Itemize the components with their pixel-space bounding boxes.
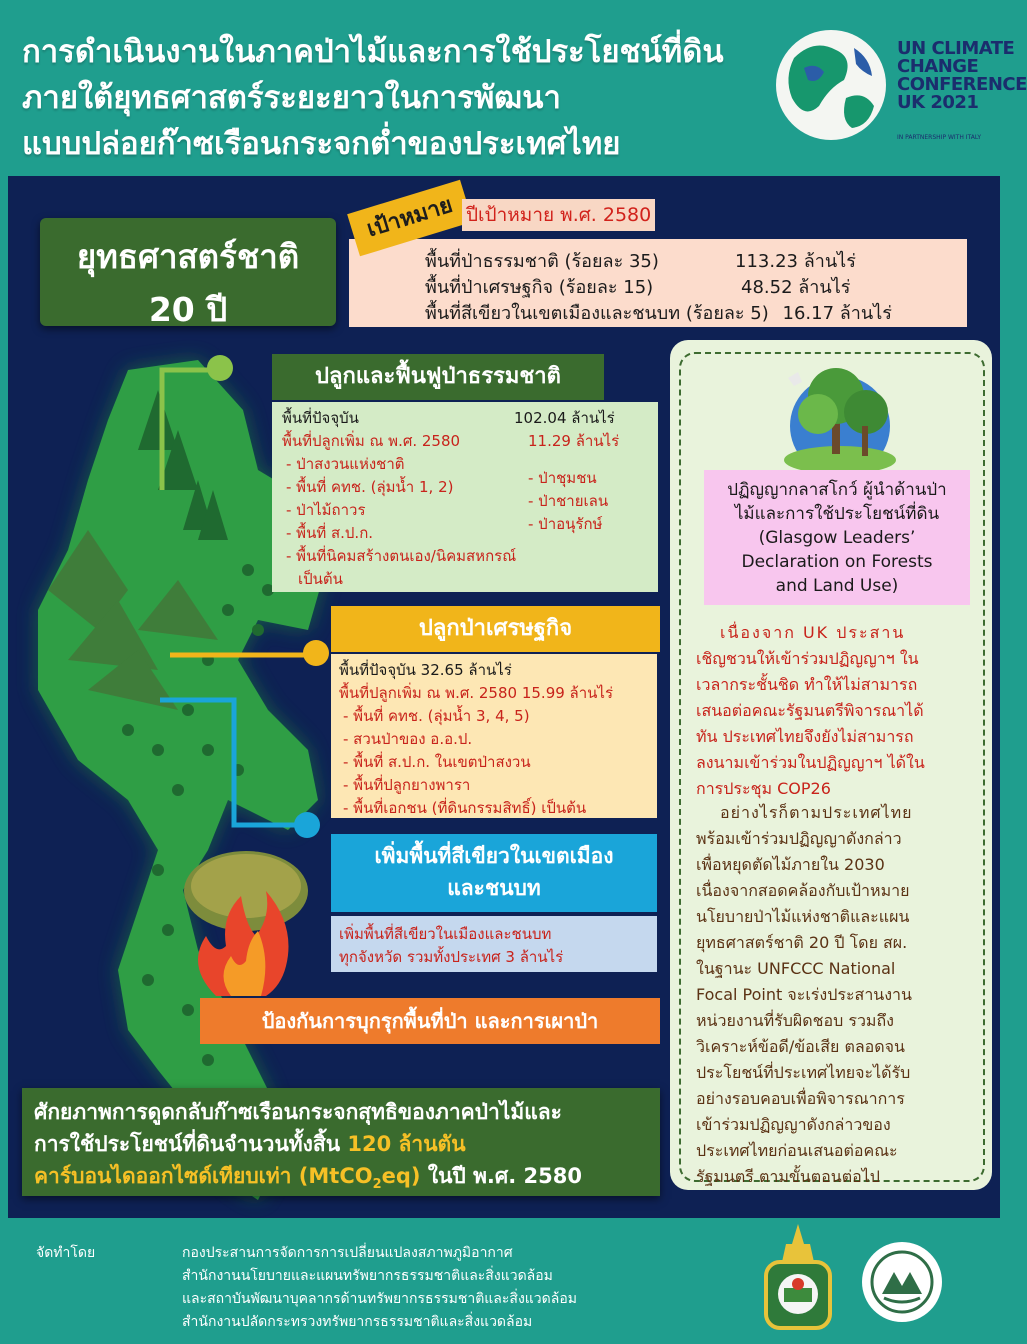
list-item: - พื้นที่นิคมสร้างตนเอง/นิคมสหกรณ์ bbox=[286, 547, 517, 565]
earth-globe-icon bbox=[774, 28, 888, 142]
glasgow-title-line: ปฏิญญากลาสโกว์ ผู้นำด้านป่า bbox=[727, 480, 947, 500]
paragraph-line: ยุทธศาสตร์ชาติ 20 ปี โดย สผ. bbox=[696, 933, 908, 952]
target-box bbox=[349, 239, 967, 327]
footer-line: สำนักงานนโยบายและแผนทรัพยากรธรรมชาติและสิ่งแวดล้อม bbox=[182, 1268, 553, 1284]
target-label: พื้นที่ป่าเศรษฐกิจ (ร้อยละ 15) bbox=[425, 277, 654, 298]
added-area: พื้นที่ปลูกเพิ่ม ณ พ.ศ. 2580 15.99 ล้านไร่ bbox=[339, 684, 614, 702]
paragraph-line: ในฐานะ UNFCCC National bbox=[696, 959, 896, 978]
target-year: ปีเป้าหมาย พ.ศ. 2580 bbox=[462, 199, 655, 231]
paragraph-line: ลงนามเข้าร่วมในปฏิญญาฯ ได้ใน bbox=[696, 753, 925, 772]
paragraph-line: นโยบายป่าไม้แห่งชาติและแผน bbox=[696, 907, 910, 926]
paragraph-line: เชิญชวนให้เข้าร่วมปฏิญญาฯ ใน bbox=[696, 649, 919, 668]
target-label: พื้นที่สีเขียวในเขตเมืองและชนบท (ร้อยละ 5) bbox=[425, 303, 769, 324]
potential-unit-subscript: 2 bbox=[372, 1177, 382, 1193]
paragraph-line: เนื่องจากสอดคล้องกับเป้าหมาย bbox=[696, 881, 910, 900]
list-item: - พื้นที่ปลูกยางพารา bbox=[343, 776, 471, 794]
added-area-label: พื้นที่ปลูกเพิ่ม ณ พ.ศ. 2580 bbox=[282, 432, 461, 450]
paragraph-line: เสนอต่อคณะรัฐมนตรีพิจารณาได้ bbox=[696, 701, 924, 720]
paragraph-line: การประชุม COP26 bbox=[696, 779, 831, 798]
list-item: - สวนป่าของ อ.อ.ป. bbox=[343, 730, 473, 748]
footer-line: กองประสานการจัดการการเปลี่ยนแปลงสภาพภูมิอากาศ bbox=[182, 1245, 513, 1261]
glasgow-paragraph-1 bbox=[696, 620, 974, 802]
logo-line: CONFERENCE bbox=[897, 74, 1027, 95]
green-area-card bbox=[331, 916, 657, 972]
target-natural-forest bbox=[425, 246, 856, 275]
paragraph-line: วิเคราะห์ข้อดี/ข้อเสีย ตลอดจน bbox=[696, 1037, 905, 1056]
potential-line-3 bbox=[34, 1160, 582, 1193]
footer-line: และสถาบันพัฒนาบุคลากรด้านทรัพยากรธรรมชาติและสิ่งแวดล้อม bbox=[182, 1291, 577, 1307]
potential-unit-suffix: eq) bbox=[381, 1164, 421, 1188]
added-area-value: 11.29 ล้านไร่ bbox=[528, 432, 620, 450]
logo-line: UN CLIMATE bbox=[897, 38, 1015, 59]
ministry-emblem-logo bbox=[758, 1222, 838, 1340]
natural-forest-card bbox=[272, 402, 658, 592]
glasgow-title-line: and Land Use) bbox=[775, 576, 899, 596]
logo-subline: IN PARTNERSHIP WITH ITALY bbox=[897, 134, 982, 141]
footer-line: สำนักงานปลัดกระทรวงทรัพยากรธรรมชาติและสิ่งแวดล้อม bbox=[182, 1314, 533, 1330]
list-item: - ป่าชายเลน bbox=[528, 492, 609, 510]
strategy-line-2: 20 ปี bbox=[148, 290, 228, 329]
list-item: - พื้นที่ ส.ป.ก. bbox=[286, 524, 374, 542]
sequestration-potential-box bbox=[22, 1088, 660, 1196]
list-item: - ป่าชุมชน bbox=[528, 469, 597, 487]
list-item: - ป่าอนุรักษ์ bbox=[528, 515, 603, 533]
list-item: - พื้นที่ ส.ป.ก. ในเขตป่าสงวน bbox=[343, 753, 531, 771]
paragraph-line: เนื่องจาก UK ประสาน bbox=[720, 623, 906, 642]
current-area: พื้นที่ปัจจุบัน 32.65 ล้านไร่ bbox=[339, 661, 512, 679]
forest-fire-illustration bbox=[176, 846, 311, 996]
current-area-value: 102.04 ล้านไร่ bbox=[514, 409, 615, 427]
target-value: 16.17 ล้านไร่ bbox=[782, 303, 892, 324]
strategy-line-1: ยุทธศาสตร์ชาติ bbox=[76, 237, 300, 276]
prevention-banner: ป้องกันการบุกรุกพื้นที่ป่า และการเผาป่า bbox=[200, 998, 660, 1044]
paragraph-line: เพื่อหยุดตัดไม้ภายใน 2030 bbox=[696, 855, 885, 874]
potential-line-1: ศักยภาพการดูดกลับก๊าซเรือนกระจกสุทธิของภาคป่าไม้และ bbox=[34, 1100, 562, 1124]
green-area-text: เพิ่มพื้นที่สีเขียวในเมืองและชนบท bbox=[339, 925, 552, 943]
paragraph-line: รัฐมนตรี ตามขั้นตอนต่อไป bbox=[696, 1167, 880, 1186]
potential-line-2 bbox=[34, 1128, 466, 1161]
title-line-3: แบบปล่อยก๊าซเรือนกระจกต่ำของประเทศไทย bbox=[22, 126, 621, 162]
economic-forest-header: ปลูกป่าเศรษฐกิจ bbox=[331, 606, 660, 652]
glasgow-title-line: (Glasgow Leaders’ bbox=[758, 528, 916, 548]
title-line-1: การดำเนินงานในภาคป่าไม้และการใช้ประโยชน์ที่ดิน bbox=[22, 34, 724, 70]
potential-year: ในปี พ.ศ. 2580 bbox=[420, 1164, 582, 1188]
potential-amount: 120 ล้านตัน bbox=[347, 1132, 466, 1156]
logo-line: CHANGE bbox=[897, 56, 979, 77]
glasgow-declaration-title bbox=[704, 470, 970, 605]
list-item: - พื้นที่ คทช. (ลุ่มน้ำ 3, 4, 5) bbox=[343, 707, 530, 725]
forest-globe-icon bbox=[762, 356, 922, 476]
paragraph-line: พร้อมเข้าร่วมปฏิญญาดังกล่าว bbox=[696, 829, 902, 848]
paragraph-line: Focal Point จะเร่งประสานงาน bbox=[696, 985, 912, 1004]
glasgow-title-line: Declaration on Forests bbox=[741, 552, 933, 572]
natural-forest-header: ปลูกและฟื้นฟูป่าธรรมชาติ bbox=[272, 354, 604, 400]
paragraph-line: อย่างรอบคอบเพื่อพิจารณาการ bbox=[696, 1089, 905, 1108]
footer-label: จัดทำโดย bbox=[36, 1245, 96, 1261]
target-tag: เป้าหมาย bbox=[347, 180, 473, 257]
glasgow-paragraph-2 bbox=[696, 800, 974, 1190]
cop26-logo bbox=[897, 40, 1027, 141]
list-item: - ป่าไม้ถาวร bbox=[286, 501, 366, 519]
green-area-header bbox=[331, 834, 657, 912]
paragraph-line: เข้าร่วมปฏิญญาดังกล่าวของ bbox=[696, 1115, 891, 1134]
paragraph-line: ประโยชน์ที่ประเทศไทยจะได้รับ bbox=[696, 1063, 911, 1082]
national-strategy-box bbox=[40, 218, 336, 329]
institute-logo bbox=[860, 1240, 944, 1324]
target-green-area bbox=[425, 298, 892, 327]
list-item: - พื้นที่เอกชน (ที่ดินกรรมสิทธิ์) เป็นต้น bbox=[343, 799, 587, 817]
potential-text: การใช้ประโยชน์ที่ดินจำนวนทั้งสิ้น bbox=[34, 1132, 348, 1156]
current-area-label: พื้นที่ปัจจุบัน bbox=[282, 409, 359, 427]
logo-line: UK 2021 bbox=[897, 92, 979, 113]
economic-forest-card bbox=[331, 654, 657, 818]
list-item: - ป่าสงวนแห่งชาติ bbox=[286, 455, 405, 473]
paragraph-line: เวลากระชั้นชิด ทำให้ไม่สามารถ bbox=[696, 675, 918, 694]
paragraph-line: ทัน ประเทศไทยจึงยังไม่สามารถ bbox=[696, 727, 914, 746]
target-value: 48.52 ล้านไร่ bbox=[741, 277, 851, 298]
paragraph-line: ประเทศไทยก่อนเสนอต่อคณะ bbox=[696, 1141, 898, 1160]
paragraph-line: หน่วยงานที่รับผิดชอบ รวมถึง bbox=[696, 1011, 894, 1030]
target-economic-forest bbox=[425, 272, 851, 301]
green-area-text: ทุกจังหวัด รวมทั้งประเทศ 3 ล้านไร่ bbox=[339, 948, 564, 966]
glasgow-title-line: ไม้และการใช้ประโยชน์ที่ดิน bbox=[734, 504, 940, 524]
green-area-header-line: เพิ่มพื้นที่สีเขียวในเขตเมือง bbox=[374, 844, 614, 868]
list-item: เป็นต้น bbox=[298, 570, 343, 588]
paragraph-line: อย่างไรก็ตามประเทศไทย bbox=[720, 803, 913, 822]
target-label: พื้นที่ป่าธรรมชาติ (ร้อยละ 35) bbox=[425, 251, 659, 272]
potential-unit: คาร์บอนไดออกไซด์เทียบเท่า (MtCO bbox=[34, 1164, 373, 1188]
title-line-2: ภายใต้ยุทธศาสตร์ระยะยาวในการพัฒนา bbox=[22, 80, 561, 116]
green-area-header-line: และชนบท bbox=[447, 876, 541, 900]
target-value: 113.23 ล้านไร่ bbox=[735, 251, 856, 272]
list-item: - พื้นที่ คทช. (ลุ่มน้ำ 1, 2) bbox=[286, 478, 454, 496]
